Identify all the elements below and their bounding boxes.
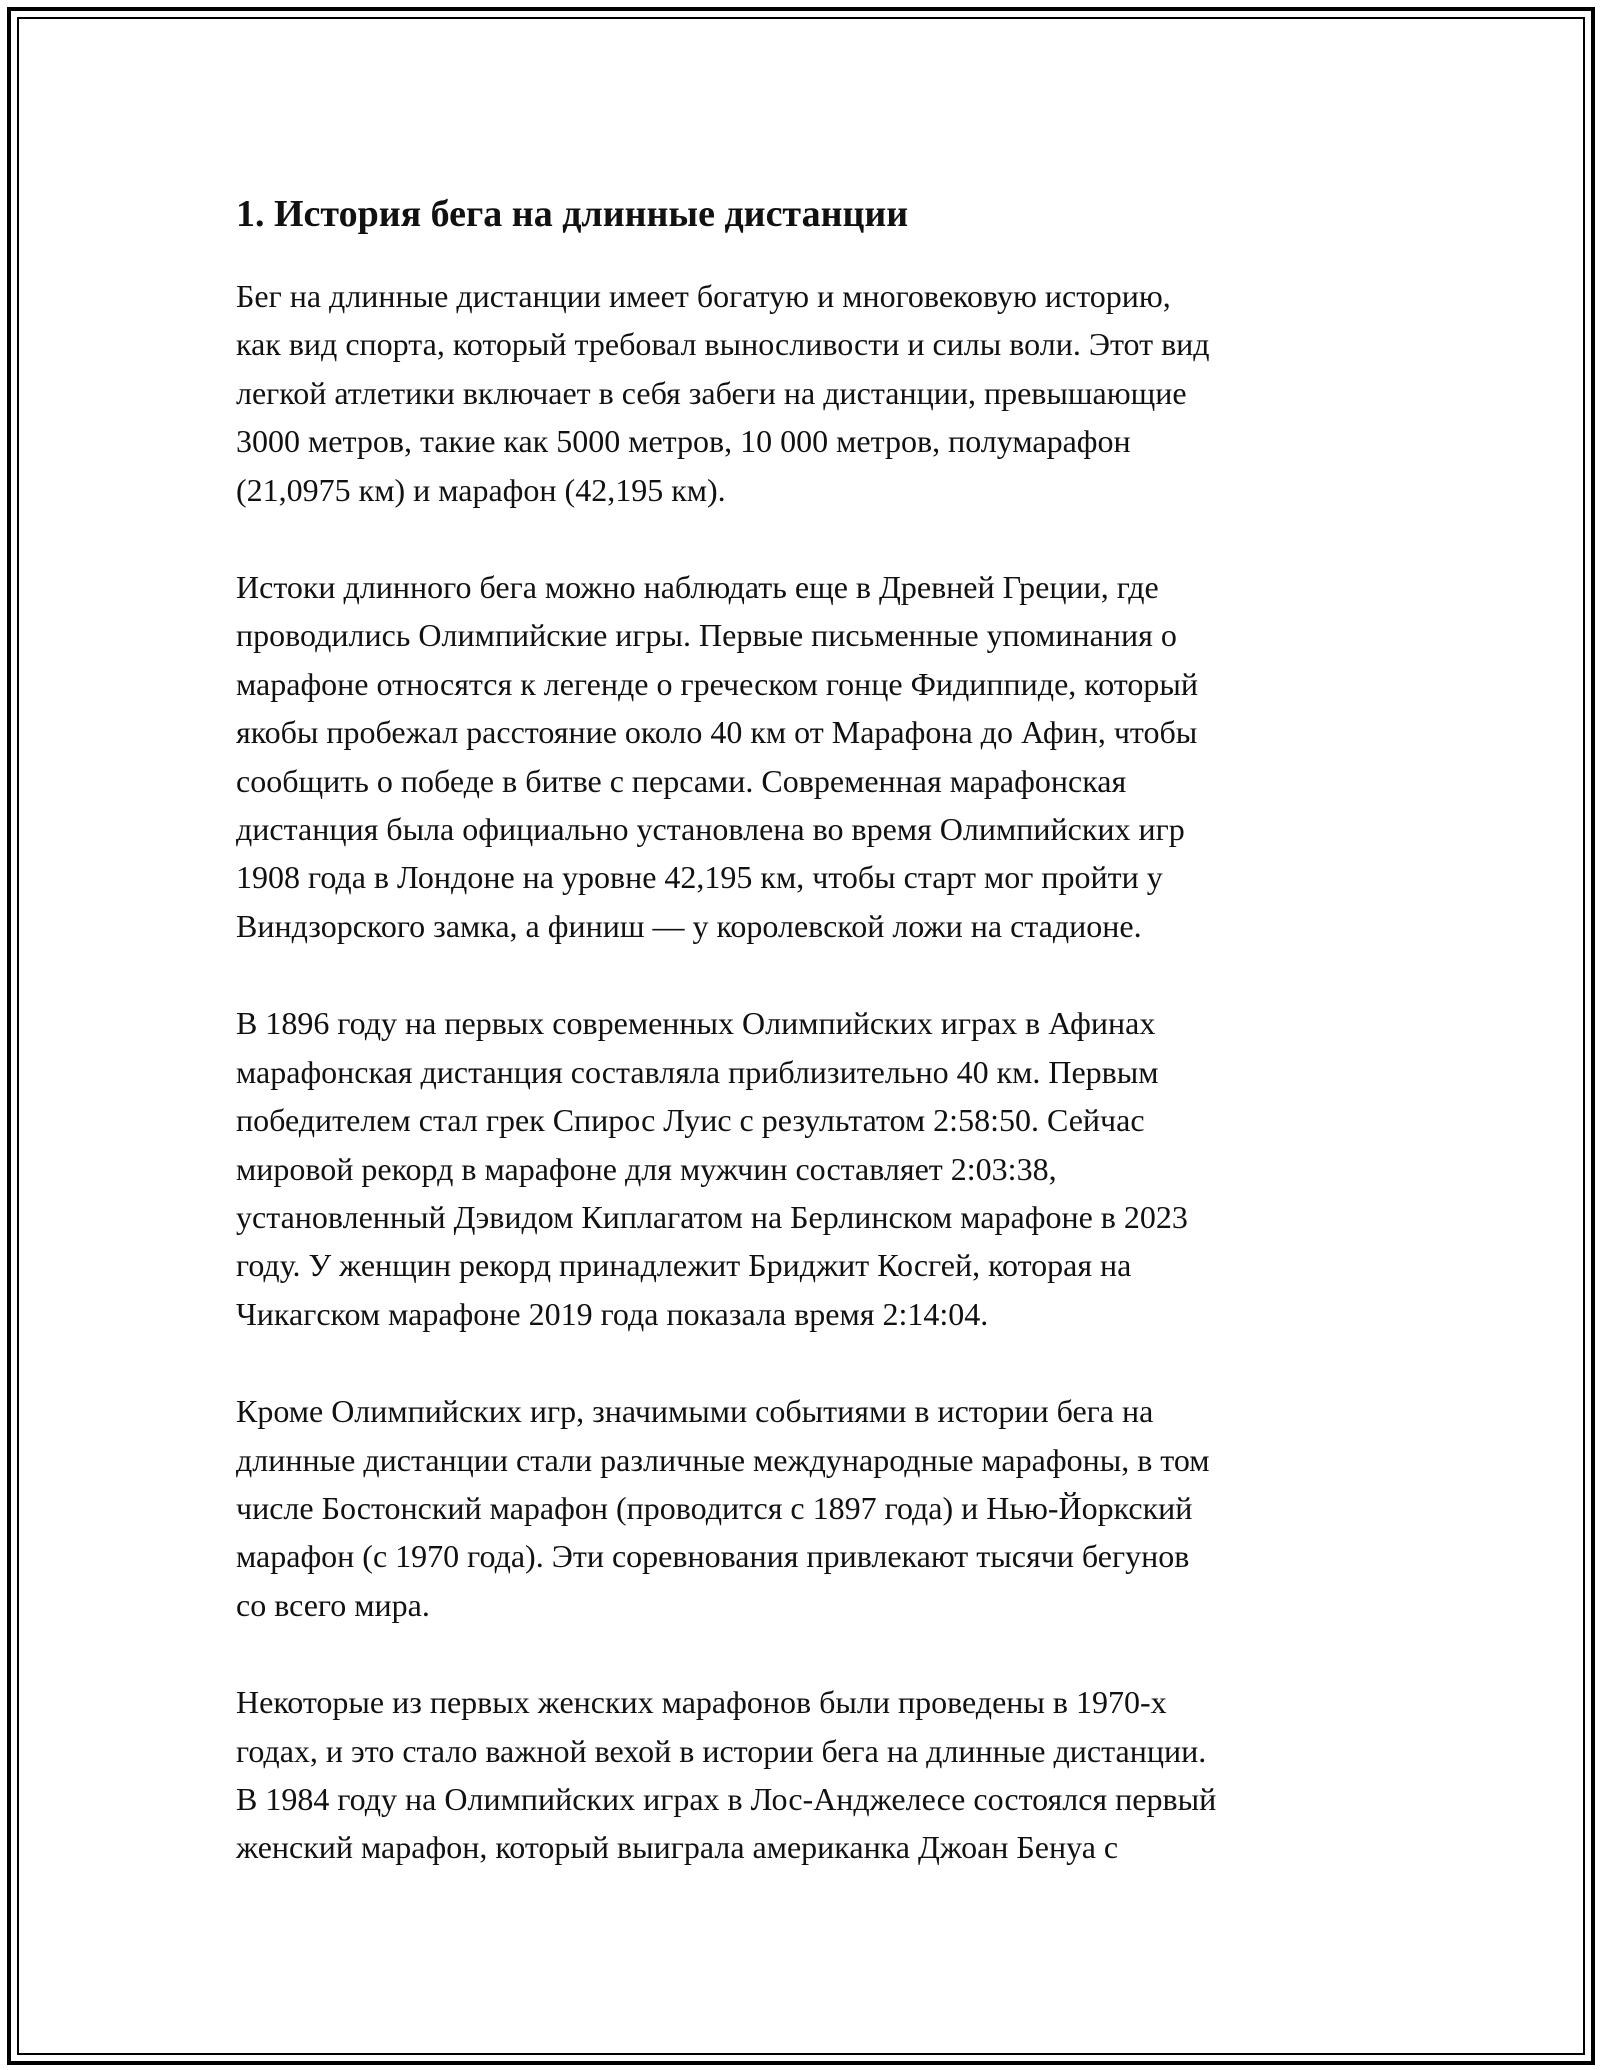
text-line: Бег на длинные дистанции имеет богатую и многовековую историю, [236, 278, 1171, 314]
text-line: проводились Олимпийские игры. Первые письменные упоминания о [236, 617, 1177, 654]
text-line: марафоне относятся к легенде о греческом гонце Фидиппиде, который [236, 665, 1198, 702]
text-line: сообщить о победе в битве с персами. Современная марафонская [236, 762, 1127, 799]
paragraph [236, 1387, 1386, 1629]
text-line: марафонская дистанция составляла приблизительно 40 км. Первым [236, 1053, 1159, 1090]
paragraph [236, 1678, 1386, 1872]
text-line: 3000 метров, такие как 5000 метров, 10 000 метров, полумарафон [236, 423, 1131, 460]
section-heading: 1. История бега на длинные дистанции [236, 193, 909, 235]
text-line: женский марафон, который выиграла американка Джоан Бенуа с [236, 1829, 1119, 1866]
text-line: установленный Дэвидом Киплагатом на Берлинском марафоне в 2023 [236, 1198, 1188, 1235]
text-line: мировой рекорд в марафоне для мужчин составляет 2:03:38, [236, 1150, 1057, 1187]
text-line: году. У женщин рекорд принадлежит Бриджит Косгей, которая на [236, 1247, 1132, 1284]
text-line: Виндзорского замка, а финиш — у королевской ложи на стадионе. [236, 907, 1142, 944]
text-line: якобы пробежал расстояние около 40 км от Марафона до Афин, чтобы [236, 714, 1198, 751]
paragraph [236, 272, 1386, 514]
text-line: дистанция была официально установлена во время Олимпийских игр [236, 811, 1185, 848]
text-line: числе Бостонский марафон (проводится с 1897 года) и Нью-Йоркский [236, 1489, 1193, 1526]
text-line: В 1984 году на Олимпийских играх в Лос-Анджелесе состоялся первый [236, 1780, 1217, 1817]
document-body [236, 186, 1386, 1872]
text-line: как вид спорта, который требовал выносливости и силы воли. Этот вид [236, 326, 1210, 363]
text-line: длинные дистанции стали различные международные марафоны, в том [236, 1441, 1210, 1478]
text-line: (21,0975 км) и марафон (42,195 км). [236, 471, 726, 508]
text-line: со всего мира. [236, 1586, 430, 1623]
text-line: Истоки длинного бега можно наблюдать еще в Древней Греции, где [236, 569, 1159, 606]
paragraph [236, 999, 1386, 1338]
text-line: Некоторые из первых женских марафонов были проведены в 1970-х [236, 1684, 1167, 1721]
text-line: легкой атлетики включает в себя забеги на дистанции, превышающие [236, 374, 1187, 411]
text-line: марафон (с 1970 года). Эти соревнования привлекают тысячи бегунов [236, 1538, 1190, 1575]
paragraph [236, 563, 1386, 950]
text-line: 1908 года в Лондоне на уровне 42,195 км, чтобы старт мог пройти у [236, 859, 1163, 896]
text-line: Чикагском марафоне 2019 года показала время 2:14:04. [236, 1295, 989, 1332]
text-line: годах, и это стало важной вехой в истории бега на длинные дистанции. [236, 1732, 1207, 1769]
text-line: Кроме Олимпийских игр, значимыми событиями в истории бега на [236, 1393, 1154, 1430]
paragraph-list [236, 272, 1386, 1872]
text-line: В 1896 году на первых современных Олимпийских играх в Афинах [236, 1005, 1156, 1042]
text-line: победителем стал грек Спирос Луис с результатом 2:58:50. Сейчас [236, 1102, 1145, 1139]
